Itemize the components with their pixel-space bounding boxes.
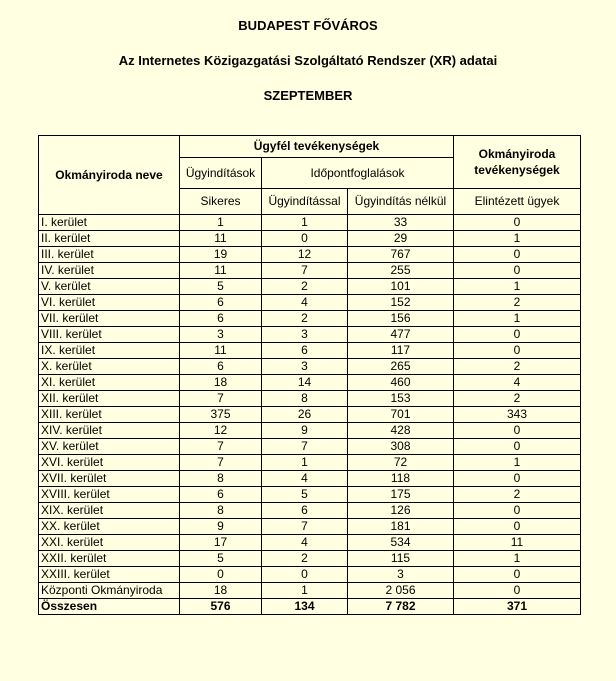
cell-without-case: 153	[348, 391, 454, 407]
cell-successful: 5	[180, 279, 262, 295]
cell-without-case: 534	[348, 535, 454, 551]
cell-processed: 4	[454, 375, 581, 391]
total-cell-successful: 576	[180, 599, 262, 615]
cell-without-case: 2 056	[348, 583, 454, 599]
cell-processed: 0	[454, 343, 581, 359]
header-office-name: Okmányiroda neve	[39, 136, 180, 215]
cell-successful: 9	[180, 519, 262, 535]
cell-with-case: 7	[262, 263, 348, 279]
cell-successful: 7	[180, 455, 262, 471]
row-name: V. kerület	[39, 279, 180, 295]
cell-without-case: 308	[348, 439, 454, 455]
row-name: IX. kerület	[39, 343, 180, 359]
cell-successful: 375	[180, 407, 262, 423]
table-row	[39, 455, 581, 471]
cell-with-case: 0	[262, 567, 348, 583]
table-row	[39, 279, 581, 295]
cell-without-case: 3	[348, 567, 454, 583]
row-name: XXI. kerület	[39, 535, 180, 551]
cell-with-case: 12	[262, 247, 348, 263]
cell-without-case: 118	[348, 471, 454, 487]
header-processed: Elintézett ügyek	[454, 189, 581, 215]
cell-successful: 8	[180, 471, 262, 487]
cell-with-case: 5	[262, 487, 348, 503]
cell-processed: 2	[454, 487, 581, 503]
cell-successful: 18	[180, 583, 262, 599]
cell-with-case: 4	[262, 295, 348, 311]
header-case-initiations: Ügyindítások	[180, 158, 262, 189]
table-row	[39, 551, 581, 567]
cell-without-case: 265	[348, 359, 454, 375]
table-body	[39, 215, 581, 615]
cell-processed: 1	[454, 551, 581, 567]
cell-successful: 6	[180, 295, 262, 311]
total-cell-without-case: 7 782	[348, 599, 454, 615]
cell-successful: 7	[180, 439, 262, 455]
total-cell-processed: 371	[454, 599, 581, 615]
cell-successful: 6	[180, 359, 262, 375]
cell-with-case: 4	[262, 471, 348, 487]
cell-processed: 0	[454, 327, 581, 343]
header-without-case: Ügyindítás nélkül	[348, 189, 454, 215]
table-row	[39, 263, 581, 279]
table-row	[39, 215, 581, 231]
cell-processed: 2	[454, 391, 581, 407]
cell-with-case: 0	[262, 231, 348, 247]
cell-processed: 0	[454, 471, 581, 487]
cell-processed: 0	[454, 215, 581, 231]
cell-successful: 11	[180, 263, 262, 279]
cell-processed: 1	[454, 231, 581, 247]
row-name: XVIII. kerület	[39, 487, 180, 503]
cell-successful: 18	[180, 375, 262, 391]
table-row	[39, 311, 581, 327]
cell-without-case: 477	[348, 327, 454, 343]
cell-with-case: 1	[262, 215, 348, 231]
cell-without-case: 115	[348, 551, 454, 567]
cell-without-case: 117	[348, 343, 454, 359]
cell-successful: 5	[180, 551, 262, 567]
cell-without-case: 152	[348, 295, 454, 311]
cell-successful: 11	[180, 231, 262, 247]
page-subtitle: Az Internetes Közigazgatási Szolgáltató Rendszer (XR) adatai	[118, 53, 498, 68]
table-row	[39, 295, 581, 311]
cell-with-case: 8	[262, 391, 348, 407]
cell-successful: 11	[180, 343, 262, 359]
header-office-activities-line2: tevékenységek	[474, 163, 560, 177]
cell-with-case: 2	[262, 551, 348, 567]
row-name: VI. kerület	[39, 295, 180, 311]
cell-with-case: 3	[262, 327, 348, 343]
cell-successful: 7	[180, 391, 262, 407]
cell-without-case: 175	[348, 487, 454, 503]
cell-successful: 3	[180, 327, 262, 343]
row-name: IV. kerület	[39, 263, 180, 279]
total-row-name: Összesen	[39, 599, 180, 615]
cell-successful: 6	[180, 311, 262, 327]
row-name: X. kerület	[39, 359, 180, 375]
cell-processed: 11	[454, 535, 581, 551]
cell-without-case: 255	[348, 263, 454, 279]
row-name: XV. kerület	[39, 439, 180, 455]
row-name: XIII. kerület	[39, 407, 180, 423]
cell-without-case: 428	[348, 423, 454, 439]
cell-with-case: 2	[262, 311, 348, 327]
cell-processed: 1	[454, 279, 581, 295]
cell-processed: 0	[454, 567, 581, 583]
cell-with-case: 3	[262, 359, 348, 375]
row-name: VIII. kerület	[39, 327, 180, 343]
cell-successful: 1	[180, 215, 262, 231]
table-row	[39, 407, 581, 423]
cell-processed: 2	[454, 295, 581, 311]
cell-with-case: 6	[262, 343, 348, 359]
cell-without-case: 29	[348, 231, 454, 247]
row-name: XXIII. kerület	[39, 567, 180, 583]
cell-without-case: 701	[348, 407, 454, 423]
cell-without-case: 126	[348, 503, 454, 519]
table-row	[39, 487, 581, 503]
cell-successful: 12	[180, 423, 262, 439]
cell-with-case: 14	[262, 375, 348, 391]
row-name: XIV. kerület	[39, 423, 180, 439]
table-row	[39, 231, 581, 247]
cell-with-case: 1	[262, 455, 348, 471]
cell-successful: 6	[180, 487, 262, 503]
cell-with-case: 2	[262, 279, 348, 295]
table-row	[39, 503, 581, 519]
row-name: XIX. kerület	[39, 503, 180, 519]
cell-successful: 0	[180, 567, 262, 583]
header-client-activities: Ügyfél tevékenységek	[180, 136, 454, 158]
table-row	[39, 327, 581, 343]
header-office-activities	[454, 136, 581, 189]
cell-processed: 1	[454, 311, 581, 327]
cell-processed: 0	[454, 263, 581, 279]
table-row	[39, 423, 581, 439]
cell-processed: 0	[454, 439, 581, 455]
cell-without-case: 33	[348, 215, 454, 231]
cell-successful: 17	[180, 535, 262, 551]
cell-without-case: 181	[348, 519, 454, 535]
row-name: II. kerület	[39, 231, 180, 247]
row-name: III. kerület	[39, 247, 180, 263]
cell-processed: 0	[454, 247, 581, 263]
cell-with-case: 4	[262, 535, 348, 551]
table-row	[39, 519, 581, 535]
row-name: XVI. kerület	[39, 455, 180, 471]
table-row	[39, 359, 581, 375]
cell-with-case: 7	[262, 439, 348, 455]
total-row	[39, 599, 581, 615]
row-name: XX. kerület	[39, 519, 180, 535]
row-name: XII. kerület	[39, 391, 180, 407]
header-office-activities-line1: Okmányiroda	[478, 147, 556, 161]
table-row	[39, 247, 581, 263]
cell-without-case: 460	[348, 375, 454, 391]
table-row	[39, 439, 581, 455]
table-row	[39, 343, 581, 359]
table-row	[39, 375, 581, 391]
header-with-case: Ügyindítással	[262, 189, 348, 215]
month-label: SZEPTEMBER	[263, 88, 353, 103]
cell-without-case: 101	[348, 279, 454, 295]
row-name: XXII. kerület	[39, 551, 180, 567]
cell-successful: 19	[180, 247, 262, 263]
cell-without-case: 156	[348, 311, 454, 327]
cell-with-case: 6	[262, 503, 348, 519]
cell-successful: 8	[180, 503, 262, 519]
cell-with-case: 7	[262, 519, 348, 535]
header-appointments: Időpontfoglalások	[262, 158, 454, 189]
cell-processed: 0	[454, 423, 581, 439]
cell-processed: 343	[454, 407, 581, 423]
table-row	[39, 391, 581, 407]
cell-with-case: 1	[262, 583, 348, 599]
row-name: VII. kerület	[39, 311, 180, 327]
cell-without-case: 72	[348, 455, 454, 471]
cell-processed: 0	[454, 583, 581, 599]
cell-with-case: 9	[262, 423, 348, 439]
cell-processed: 0	[454, 519, 581, 535]
table-row	[39, 583, 581, 599]
row-name: XVII. kerület	[39, 471, 180, 487]
statistics-table	[38, 135, 581, 615]
table-row	[39, 471, 581, 487]
row-name: I. kerület	[39, 215, 180, 231]
total-cell-with-case: 134	[262, 599, 348, 615]
cell-processed: 0	[454, 503, 581, 519]
cell-without-case: 767	[348, 247, 454, 263]
header-successful: Sikeres	[180, 189, 262, 215]
cell-processed: 1	[454, 455, 581, 471]
row-name: Központi Okmányiroda	[39, 583, 180, 599]
table-row	[39, 567, 581, 583]
cell-processed: 2	[454, 359, 581, 375]
row-name: XI. kerület	[39, 375, 180, 391]
table-row	[39, 535, 581, 551]
cell-with-case: 26	[262, 407, 348, 423]
page-title: BUDAPEST FŐVÁROS	[238, 18, 378, 33]
